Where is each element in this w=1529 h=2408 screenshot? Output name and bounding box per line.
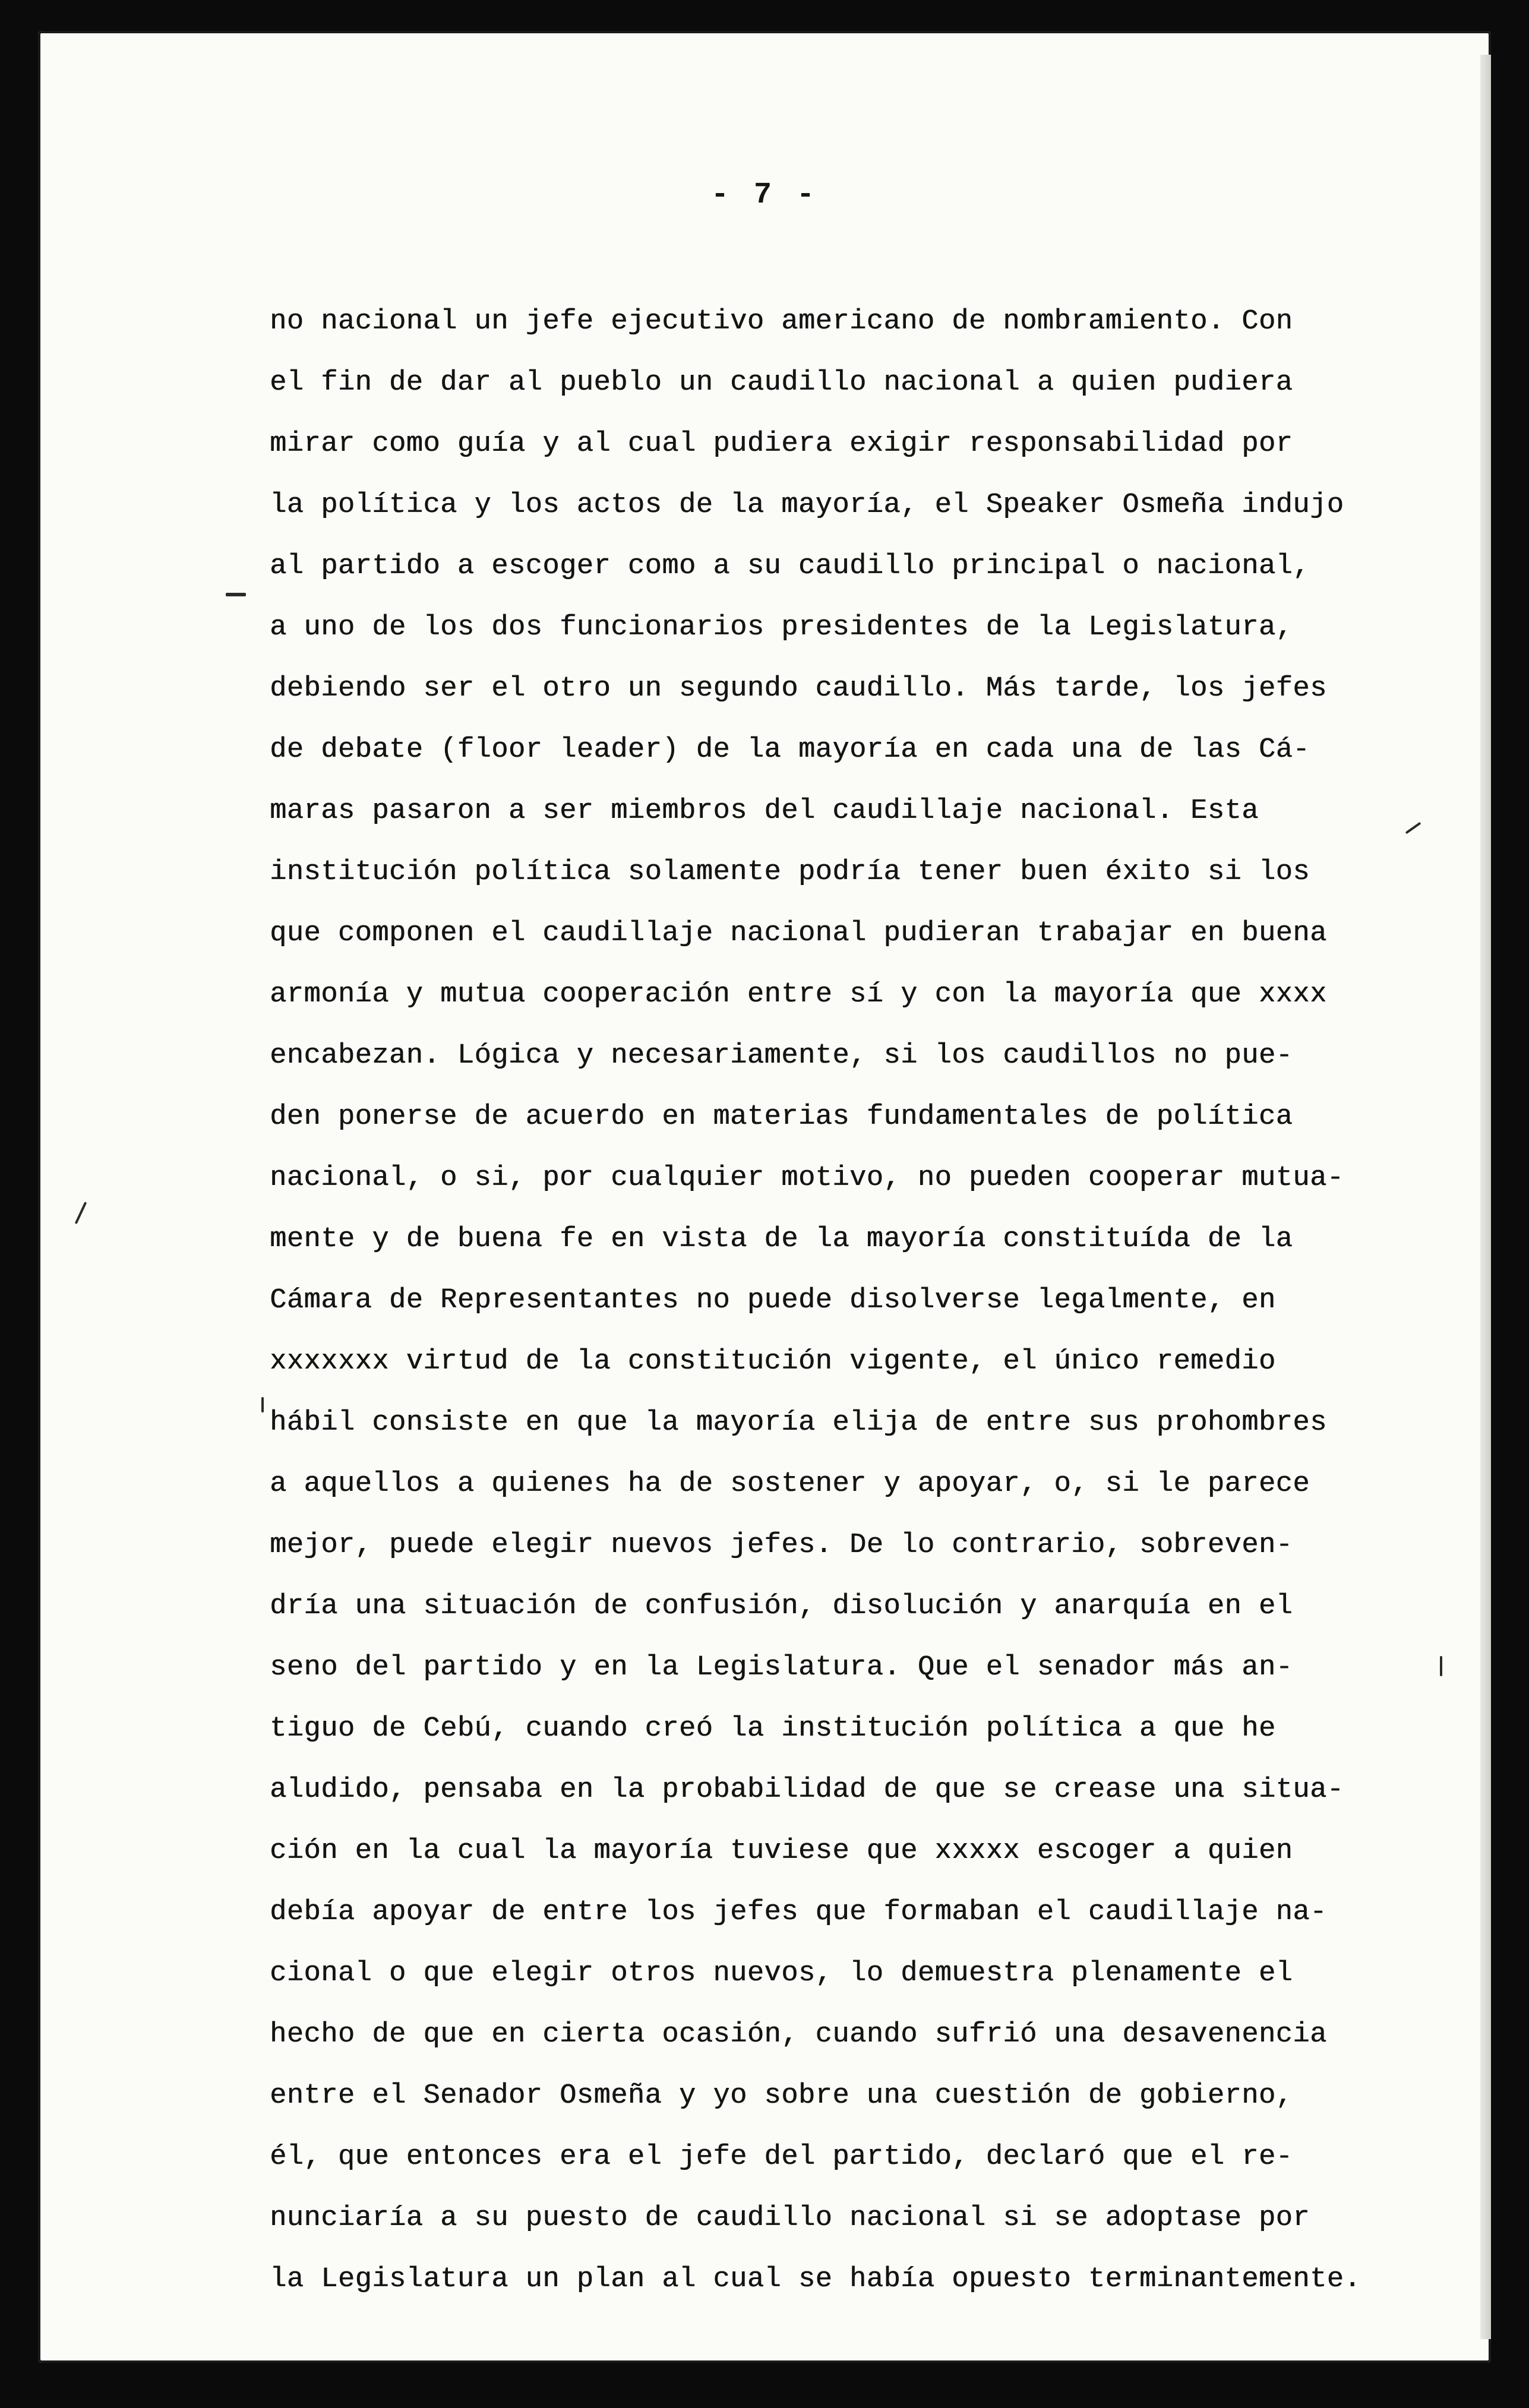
- text-line: den ponerse de acuerdo en materias fundamentales de política: [270, 1101, 1293, 1133]
- body-text: [270, 291, 1481, 2310]
- text-line: no nacional un jefe ejecutivo americano de nombramiento. Con: [270, 306, 1293, 337]
- margin-mark: [226, 593, 246, 596]
- text-line: armonía y mutua cooperación entre sí y con la mayoría que xxxx: [270, 979, 1327, 1010]
- text-line: la Legislatura un plan al cual se había opuesto terminantemente.: [270, 2264, 1361, 2295]
- text-line: xxxxxxx virtud de la constitución vigente, el único remedio: [270, 1346, 1276, 1377]
- text-line: entre el Senador Osmeña y yo sobre una cuestión de gobierno,: [270, 2080, 1293, 2112]
- text-line: encabezan. Lógica y necesariamente, si los caudillos no pue-: [270, 1040, 1293, 1072]
- text-line: el fin de dar al pueblo un caudillo nacional a quien pudiera: [270, 367, 1293, 399]
- text-line: él, que entonces era el jefe del partido, declaró que el re-: [270, 2141, 1293, 2173]
- margin-mark: [75, 1202, 87, 1224]
- text-line: hecho de que en cierta ocasión, cuando sufrió una desavenencia: [270, 2019, 1327, 2050]
- document-page: [38, 31, 1491, 2363]
- text-line: mejor, puede elegir nuevos jefes. De lo contrario, sobreven-: [270, 1530, 1293, 1561]
- text-line: a aquellos a quienes ha de sostener y apoyar, o, si le parece: [270, 1468, 1310, 1500]
- text-line: de debate (floor leader) de la mayoría en cada una de las Cá-: [270, 734, 1310, 766]
- text-line: tiguo de Cebú, cuando creó la institución política a que he: [270, 1713, 1276, 1745]
- text-line: que componen el caudillaje nacional pudieran trabajar en buena: [270, 918, 1327, 949]
- text-line: nunciaría a su puesto de caudillo nacional si se adoptase por: [270, 2202, 1310, 2234]
- text-line: la política y los actos de la mayoría, el Speaker Osmeña indujo: [270, 489, 1344, 521]
- page-edge: [1480, 55, 1491, 2339]
- text-line: mirar como guía y al cual pudiera exigir responsabilidad por: [270, 428, 1293, 460]
- text-line: Cámara de Representantes no puede disolverse legalmente, en: [270, 1285, 1276, 1316]
- text-line: nacional, o si, por cualquier motivo, no pueden cooperar mutua-: [270, 1162, 1344, 1194]
- text-line: al partido a escoger como a su caudillo principal o nacional,: [270, 551, 1310, 582]
- text-line: mente y de buena fe en vista de la mayoría constituída de la: [270, 1224, 1293, 1255]
- text-line: dría una situación de confusión, disolución y anarquía en el: [270, 1591, 1293, 1622]
- text-line: ción en la cual la mayoría tuviese que xxxxx escoger a quien: [270, 1835, 1293, 1867]
- page-number: - 7 -: [710, 178, 819, 212]
- text-line: cional o que elegir otros nuevos, lo demuestra plenamente el: [270, 1958, 1293, 1989]
- text-line: aludido, pensaba en la probabilidad de que se crease una situa-: [270, 1774, 1344, 1806]
- text-line: maras pasaron a ser miembros del caudillaje nacional. Esta: [270, 795, 1259, 827]
- text-line: institución política solamente podría tener buen éxito si los: [270, 857, 1310, 888]
- margin-mark: [1440, 1656, 1442, 1676]
- margin-mark: [261, 1397, 264, 1412]
- text-line: hábil consiste en que la mayoría elija de entre sus prohombres: [270, 1407, 1327, 1439]
- text-line: debía apoyar de entre los jefes que formaban el caudillaje na-: [270, 1897, 1327, 1928]
- text-line: a uno de los dos funcionarios presidentes de la Legislatura,: [270, 612, 1293, 643]
- text-line: seno del partido y en la Legislatura. Que el senador más an-: [270, 1652, 1293, 1683]
- text-line: debiendo ser el otro un segundo caudillo. Más tarde, los jefes: [270, 673, 1327, 704]
